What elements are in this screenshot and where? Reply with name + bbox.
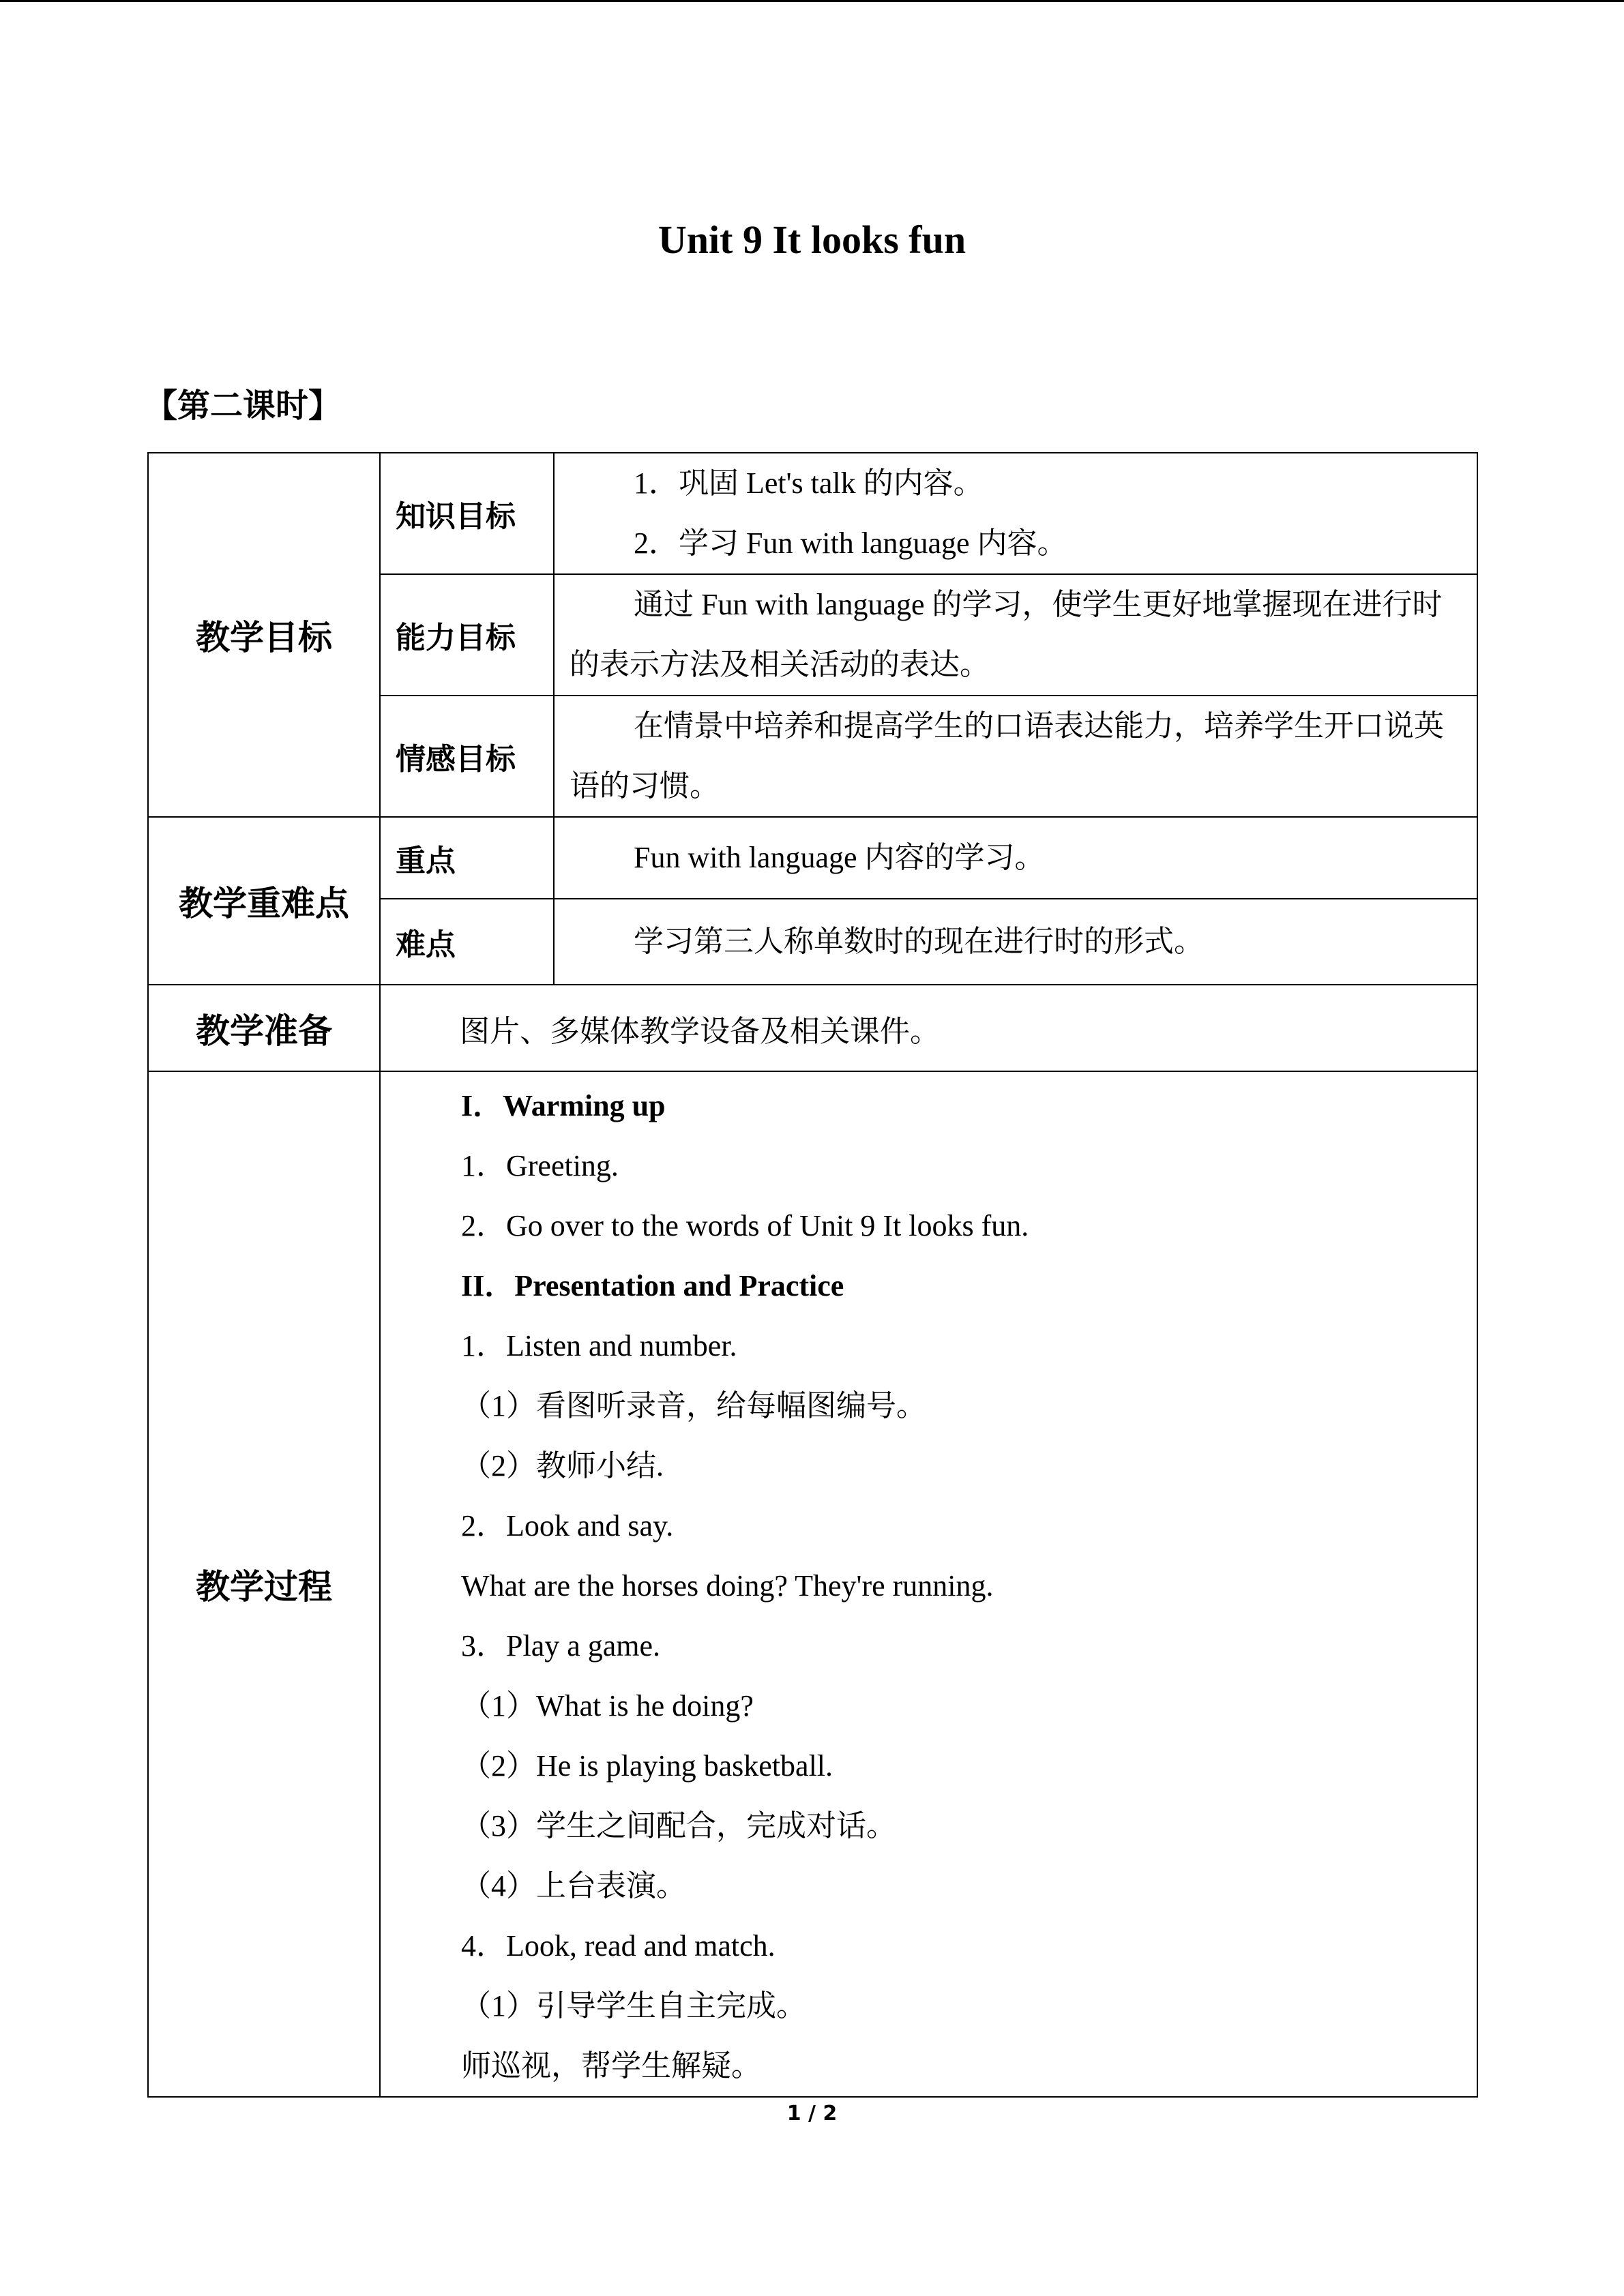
content-process (380, 1071, 1477, 2097)
emotion-text: 在情景中培养和提高学生的口语表达能力，培养学生开口说英语的习惯。 (570, 709, 1444, 803)
process-line: What are the horses doing? They're running. (461, 1569, 994, 1602)
lesson-plan-table (147, 452, 1478, 2098)
label-ability-objective: 能力目标 (380, 574, 554, 696)
content-difficulty (554, 899, 1477, 985)
label-focus: 重点 (380, 817, 554, 899)
category-key-points: 教学重难点 (148, 817, 380, 985)
knowledge-line-1: 1．巩固 Let's talk 的内容。 (634, 466, 984, 500)
process-line: 2．Look and say. (461, 1509, 674, 1542)
category-objectives: 教学目标 (148, 453, 380, 817)
label-emotion-objective: 情感目标 (380, 696, 554, 817)
process-line: （3）学生之间配合，完成对话。 (461, 1809, 896, 1843)
process-line: 4．Look, read and match. (461, 1929, 776, 1963)
process-line: 师巡视，帮学生解疑。 (461, 2049, 761, 2083)
difficulty-text: 学习第三人称单数时的现在进行时的形式。 (634, 925, 1204, 958)
content-ability-objective (554, 574, 1477, 696)
row-knowledge-objective (148, 453, 1477, 574)
label-difficulty: 难点 (380, 899, 554, 985)
top-border-line (0, 0, 1624, 2)
label-knowledge-objective: 知识目标 (380, 453, 554, 574)
process-line: （4）上台表演。 (461, 1869, 686, 1903)
process-heading-presentation: II．Presentation and Practice (461, 1269, 844, 1302)
process-line: （1）看图听录音，给每幅图编号。 (461, 1389, 926, 1422)
row-process (148, 1071, 1477, 2097)
focus-text: Fun with language 内容的学习。 (634, 841, 1045, 874)
knowledge-line-2: 2．学习 Fun with language 内容。 (634, 526, 1067, 560)
content-focus (554, 817, 1477, 899)
row-focus (148, 817, 1477, 899)
process-line: （1）What is he doing? (461, 1689, 754, 1723)
category-process: 教学过程 (148, 1071, 380, 2097)
process-line: 1．Greeting. (461, 1149, 619, 1182)
process-heading-warming-up: I．Warming up (461, 1089, 666, 1122)
content-preparation: 图片、多媒体教学设备及相关课件。 (380, 985, 1477, 1071)
process-line: （1）引导学生自主完成。 (461, 1989, 806, 2023)
content-knowledge-objective (554, 453, 1477, 574)
process-line: （2）教师小结. (461, 1449, 664, 1482)
content-emotion-objective (554, 696, 1477, 817)
process-line: 3．Play a game. (461, 1629, 661, 1663)
process-line: 2．Go over to the words of Unit 9 It looks fun. (461, 1209, 1029, 1242)
page-number: 1 / 2 (786, 2102, 838, 2126)
lesson-label: 【第二课时】 (145, 387, 342, 425)
category-preparation: 教学准备 (148, 985, 380, 1071)
process-line: （2）He is playing basketball. (461, 1749, 833, 1783)
process-line: 1．Listen and number. (461, 1329, 737, 1362)
document-title: Unit 9 It looks fun (658, 218, 966, 262)
row-preparation (148, 985, 1477, 1071)
ability-text: 通过 Fun with language 的学习，使学生更好地掌握现在进行时的表示方法及相关活动的表达。 (570, 588, 1443, 681)
